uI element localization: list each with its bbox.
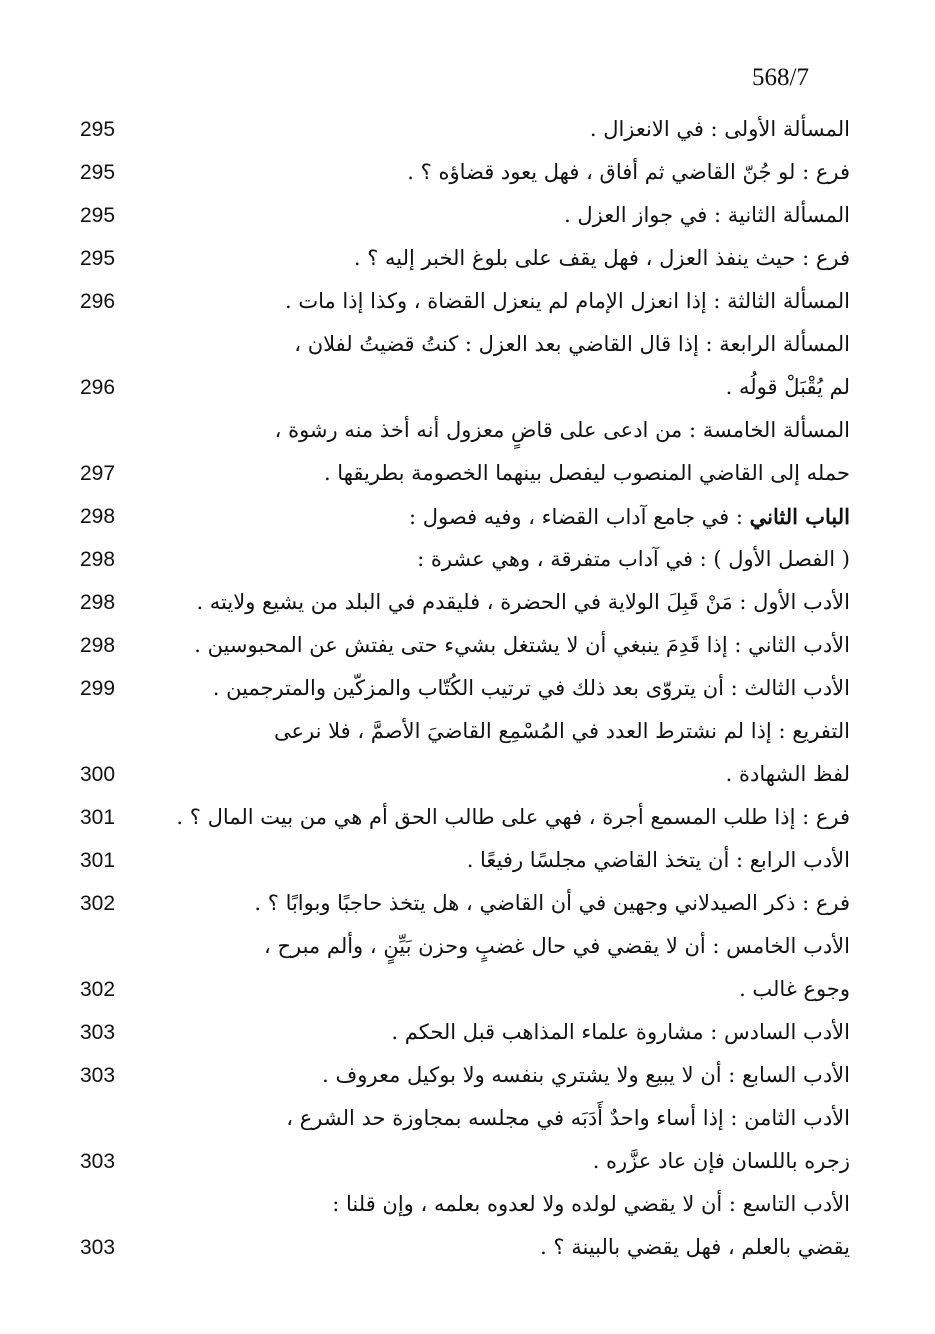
toc-entry [60,968,850,1011]
toc-entry-text: الأدب الثامن : إذا أساء واحدٌ أَدَبَه في مجلسه بمجاوزة حد الشرع ، [286,1106,850,1130]
toc-entry-text: ( الفصل الأول ) : في آداب متفرقة ، وهي عشرة : [417,547,850,571]
toc-entry-text: يقضي بالعلم ، فهل يقضي بالبينة ؟ . [540,1235,850,1259]
toc-entry-page-number: 303 [80,1064,116,1087]
toc-entry-page-number: 298 [80,548,116,571]
toc-entry-text: الباب الثاني : في جامع آداب القضاء ، وفيه فصول : [409,504,850,529]
toc-entry-page-number: 303 [80,1021,116,1044]
toc-entry-text: حمله إلى القاضي المنصوب ليفصل بينهما الخصومة بطريقها . [323,461,850,485]
toc-entry-text: المسألة الثالثة : إذا انعزل الإمام لم ينعزل القضاة ، وكذا إذا مات . [284,289,850,313]
toc-entry-page-number: 295 [80,247,116,270]
toc-entry [60,366,850,409]
toc-entry-page-number: 302 [80,978,116,1001]
toc-entry [60,194,850,237]
toc-entry-page-number: 302 [80,892,116,915]
toc-entry-text: الأدب التاسع : أن لا يقضي لولده ولا لعدوه بعلمه ، وإن قلنا : [332,1192,850,1216]
toc-entry [60,1011,850,1054]
toc-entry [60,1183,850,1226]
toc-entry-page-number: 296 [80,376,116,399]
toc-entry [60,323,850,366]
toc-entry-page-number: 295 [80,118,116,141]
table-of-contents [60,108,850,1269]
toc-entry [60,1140,850,1183]
toc-entry-text: الأدب السابع : أن لا يبيع ولا يشتري بنفسه ولا بوكيل معروف . [322,1063,850,1087]
toc-entry-page-number: 298 [80,591,116,614]
toc-entry-page-number: 303 [80,1150,116,1173]
toc-entry-text: وجوع غالب . [739,977,850,1001]
toc-entry [60,108,850,151]
chapter-heading: الباب الثاني [749,504,850,529]
toc-entry-text: فرع : حيث ينفذ العزل ، فهل يقف على بلوغ الخبر إليه ؟ . [353,246,850,270]
toc-entry-text: فرع : إذا طلب المسمع أجرة ، فهي على طالب الحق أم هي من بيت المال ؟ . [176,805,850,829]
toc-entry-text: لم يُقْبَلْ قولُه . [725,375,850,399]
toc-entry [60,280,850,323]
toc-entry-text: المسألة الرابعة : إذا قال القاضي بعد العزل : كنتُ قضيتُ لفلان ، [294,332,850,356]
toc-entry [60,1226,850,1269]
toc-entry-text: المسألة الثانية : في جواز العزل . [564,203,850,227]
toc-entry [60,925,850,968]
toc-entry [60,237,850,280]
toc-entry-text: المسألة الخامسة : من ادعى على قاضٍ معزول أنه أخذ منه رشوة ، [274,418,850,442]
toc-entry-text: الأدب الأول : مَنْ قَبِلَ الولاية في الحضرة ، فليقدم في البلد من يشيع ولايته . [196,590,850,614]
toc-entry-text: الأدب الرابع : أن يتخذ القاضي مجلسًا رفيعًا . [466,848,850,872]
toc-entry-page-number: 303 [80,1236,116,1259]
toc-entry-page-number: 301 [80,849,116,872]
toc-entry-page-number: 295 [80,161,116,184]
toc-entry-page-number: 297 [80,462,116,485]
toc-entry-text: التفريع : إذا لم نشترط العدد في المُسْمِع القاضيَ الأصمَّ ، فلا نرعى [273,719,850,743]
toc-entry [60,151,850,194]
toc-entry-page-number: 300 [80,763,116,786]
toc-entry [60,1097,850,1140]
toc-entry [60,452,850,495]
toc-entry-text: الأدب الثاني : إذا قَدِمَ ينبغي أن لا يشتغل بشيء حتى يفتش عن المحبوسين . [194,633,850,657]
toc-entry [60,495,850,538]
toc-entry-text: فرع : لو جُنّ القاضي ثم أفاق ، فهل يعود قضاؤه ؟ . [407,160,850,184]
toc-entry-text: الأدب السادس : مشاروة علماء المذاهب قبل الحكم . [391,1020,850,1044]
toc-entry [60,796,850,839]
toc-entry [60,667,850,710]
toc-entry-text: فرع : ذكر الصيدلاني وجهين في أن القاضي ، هل يتخذ حاجبًا وبوابًا ؟ . [254,891,850,915]
toc-entry-page-number: 298 [80,505,116,528]
toc-entry-text: الأدب الثالث : أن يتروّى بعد ذلك في ترتيب الكُتّاب والمزكّين والمترجمين . [212,676,850,700]
toc-entry-page-number: 301 [80,806,116,829]
toc-entry-text: لفظ الشهادة . [725,762,850,786]
toc-entry-page-number: 296 [80,290,116,313]
toc-entry [60,581,850,624]
page-number: 568/7 [752,64,809,91]
toc-entry [60,624,850,667]
toc-entry [60,538,850,581]
toc-entry-page-number: 299 [80,677,116,700]
toc-entry-text: زجره باللسان فإن عاد عزَّره . [592,1149,850,1173]
toc-entry [60,839,850,882]
toc-entry [60,409,850,452]
toc-entry [60,1054,850,1097]
toc-entry [60,753,850,796]
toc-entry-page-number: 298 [80,634,116,657]
toc-entry-text: الأدب الخامس : أن لا يقضي في حال غضبٍ وحزن بَيِّنٍ ، وألم مبرح ، [263,934,850,958]
toc-entry-page-number: 295 [80,204,116,227]
toc-entry [60,882,850,925]
toc-entry [60,710,850,753]
toc-entry-text: المسألة الأولى : في الانعزال . [589,117,850,141]
